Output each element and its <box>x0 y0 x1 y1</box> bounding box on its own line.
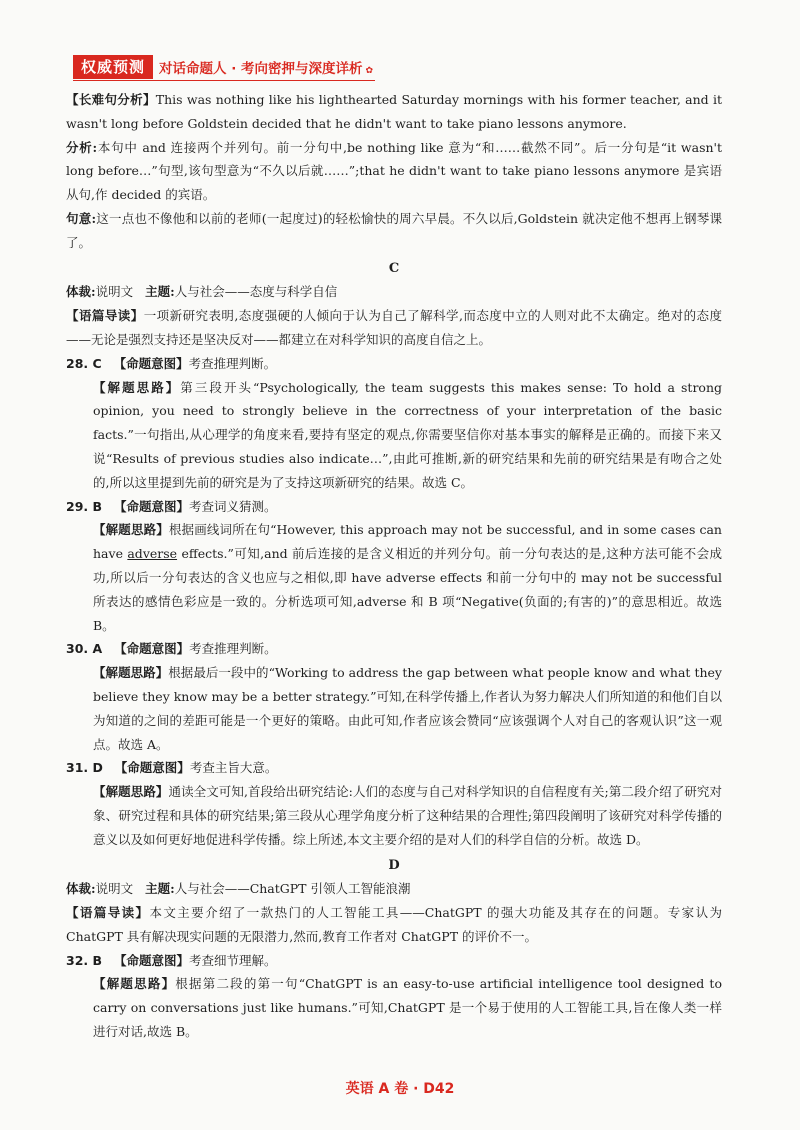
analysis-paragraph <box>66 136 722 207</box>
page-content <box>66 88 722 1044</box>
theme-value: 人与社会——态度与科学自信 <box>174 284 338 300</box>
q31-idea-label: 【解题思路】 <box>93 784 169 800</box>
q31-header <box>66 756 722 780</box>
q28-intent-label: 【命题意图】 <box>113 355 189 371</box>
meaning-text: 这一点也不像他和以前的老师(一起度过)的轻松愉快的周六早晨。不久以后,Goldstein 就决定他不想再上钢琴课了。 <box>66 210 722 250</box>
genre-label: 体裁: <box>66 284 96 300</box>
guide-label: 【语篇导读】 <box>66 905 150 921</box>
q29-intent: 考查词义猜测。 <box>188 498 277 514</box>
q30-intent: 考查推理判断。 <box>189 641 277 657</box>
q29-underlined-word: adverse <box>127 546 178 562</box>
q32-intent: 考查细节理解。 <box>188 952 277 968</box>
long-sentence-text: This was nothing like his lighthearted Saturday mornings with his former teacher, and it wasn't long before Goldstein decided that he didn't want to take piano lessons anymore. <box>66 92 722 131</box>
theme-label: 主题: <box>145 881 175 897</box>
q29-idea-label: 【解题思路】 <box>93 522 169 538</box>
guide-label: 【语篇导读】 <box>66 308 144 324</box>
theme-label: 主题: <box>145 284 175 300</box>
q32-idea-text: 根据第二段的第一句“ChatGPT is an easy-to-use artificial intelligence tool designed to carry on conversations just like humans.”可知,ChatGPT 是一个易于使用的人工智能工具,旨在像人类一样进行对话,故选 B。 <box>93 976 722 1040</box>
long-sentence-label: 【长难句分析】 <box>66 92 156 107</box>
genre-value: 说明文 <box>95 881 134 897</box>
q28-intent: 考查推理判断。 <box>188 355 277 371</box>
brand-badge: 权威预测 <box>73 55 153 79</box>
theme-value: 人与社会——ChatGPT 引领人工智能浪潮 <box>174 881 411 897</box>
q30-number: 30. A <box>66 641 103 657</box>
q29-idea-text-post: effects.”可知,and 前后连接的是含义相近的并列分句。前一分句表达的是,这种方法可能不会成功,所以后一分句表达的含义也应与之相似,即 have adverse effects 和前一分句中的 may not be successful 所表达的感情色彩应是一致的。分析选项可知,adverse 和 B 项“Negative(负面的;有害的)”的意思相近。故选 B。 <box>93 546 722 633</box>
analysis-label: 分析: <box>66 139 98 155</box>
q28-number: 28. C <box>66 355 102 371</box>
long-sentence-analysis <box>66 88 722 136</box>
q28-idea-label: 【解题思路】 <box>93 379 181 395</box>
genre-label: 体裁: <box>66 881 96 897</box>
q31-intent-label: 【命题意图】 <box>114 760 190 776</box>
q29-idea-text-pre: 根据画线词所在句“However, this approach may not be successful, and in some cases can have <box>93 522 722 562</box>
q32-idea-label: 【解题思路】 <box>93 976 176 992</box>
q31-idea-text: 通读全文可知,首段给出研究结论:人们的态度与自己对科学知识的自信程度有关;第二段介绍了研究对象、研究过程和具体的研究结果;第三段从心理学角度分析了这种结果的合理性;第四段阐明了该研究对科学传播的意义以及如何更好地促进科学传播。综上所述,本文主要介绍的是对人们的科学自信的分析。故选 D。 <box>93 784 722 847</box>
section-d-heading: D <box>388 857 400 873</box>
analysis-text: 本句中 and 连接两个并列句。前一分句中,be nothing like 意为“和……截然不同”。后一分句是“it wasn't long before…”句型,该句型意为“不久以后就……”;that he didn't want to take piano lessons anymore 是宾语从句,作 decided 的宾语。 <box>66 139 722 203</box>
genre-value: 说明文 <box>95 284 134 300</box>
q31-number: 31. D <box>66 760 103 776</box>
q29-header <box>66 495 722 519</box>
section-d-genre-theme <box>66 877 722 901</box>
section-c-heading: C <box>388 260 400 276</box>
q30-idea <box>66 661 722 756</box>
meaning-paragraph <box>66 207 722 255</box>
q31-intent: 考查主旨大意。 <box>189 760 278 776</box>
q30-intent-label: 【命题意图】 <box>114 641 190 657</box>
section-c-guide <box>66 304 722 352</box>
meaning-label: 句意: <box>66 210 97 226</box>
page-header <box>73 55 373 79</box>
q30-idea-label: 【解题思路】 <box>93 665 169 681</box>
q32-intent-label: 【命题意图】 <box>113 952 189 968</box>
q29-intent-label: 【命题意图】 <box>113 498 189 514</box>
header-ornament-icon: ✿ <box>365 66 374 76</box>
guide-text: 一项新研究表明,态度强硬的人倾向于认为自己了解科学,而态度中立的人则对此不太确定。绝对的态度——无论是强烈支持还是坚决反对——都建立在对科学知识的高度自信之上。 <box>66 308 722 347</box>
q32-idea <box>66 972 722 1043</box>
guide-text: 本文主要介绍了一款热门的人工智能工具——ChatGPT 的强大功能及其存在的问题。专家认为 ChatGPT 具有解决现实问题的无限潜力,然而,教育工作者对 ChatGPT 的评价不一。 <box>66 905 722 944</box>
header-divider <box>73 80 375 81</box>
q28-idea-text: 第三段开头“Psychologically, the team suggests this makes sense: To hold a strong opinion, you need to strongly believe in the correctness of your interpretation of the basic facts.”一句指出,从心理学的角度来看,要持有坚定的观点,你需要坚信你对基本事实的解释是正确的。而接下来又说“Results of previous studies also indicate…”,由此可推断,新的研究结果和先前的研究结果是有吻合之处的,所以这里提到先前的研究是为了支持这项新研究的结果。故选 C。 <box>93 379 722 490</box>
q29-idea <box>66 518 722 637</box>
page-footer: 英语 A 卷 · D42 <box>345 1081 455 1097</box>
q30-header <box>66 637 722 661</box>
section-c-genre-theme <box>66 280 722 304</box>
section-d-guide <box>66 901 722 949</box>
q30-idea-text: 根据最后一段中的“Working to address the gap between what people know and what they believe they know may be a better strategy.”可知,在科学传播上,作者认为努力解决人们所知道的和他们自以为知道的之间的差距可能是一个更好的策略。由此可知,作者应该会赞同“应该强调个人对自己的客观认识”这一观点。故选 A。 <box>93 665 722 752</box>
q32-number: 32. B <box>66 952 103 968</box>
q28-idea <box>66 376 722 495</box>
q29-number: 29. B <box>66 498 103 514</box>
q32-header <box>66 949 722 973</box>
q28-header <box>66 352 722 376</box>
q31-idea <box>66 780 722 851</box>
header-tagline: 对话命题人 · 考向密押与深度详析 <box>159 61 363 77</box>
